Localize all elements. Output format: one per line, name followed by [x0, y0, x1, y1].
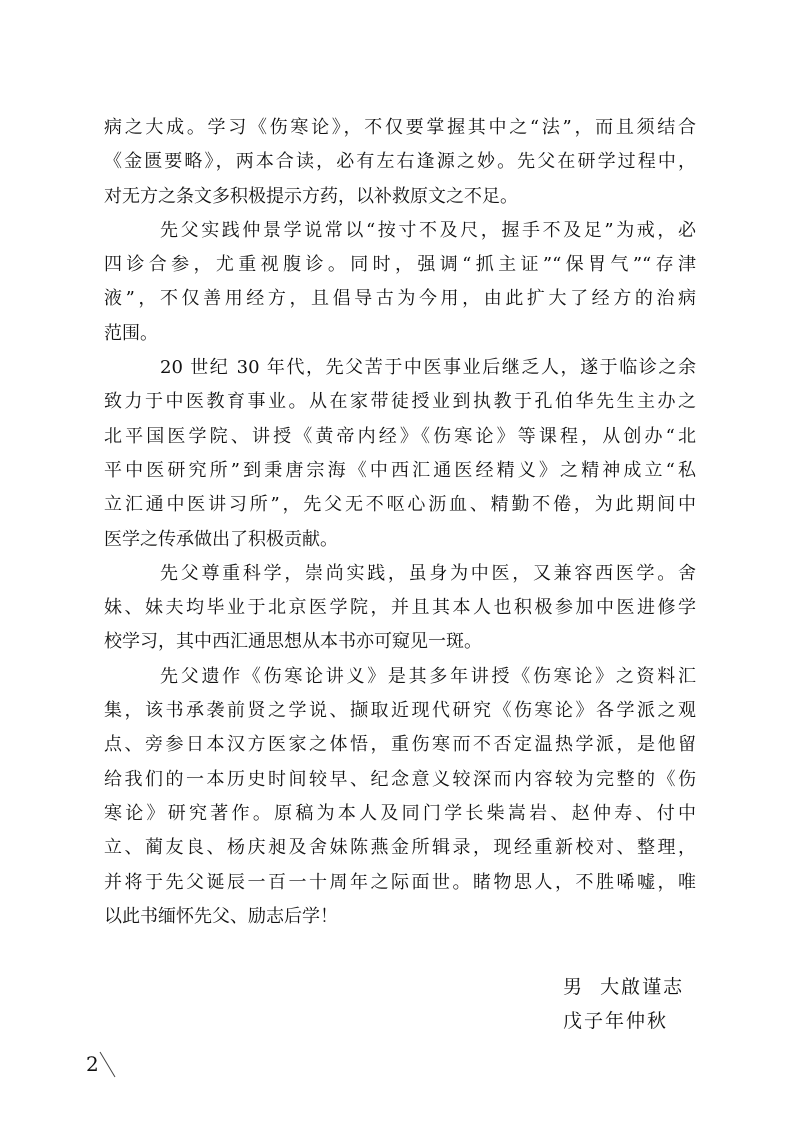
- paragraph: [104, 214, 696, 351]
- paragraph: [104, 351, 696, 557]
- page-number-divider: [98, 1050, 120, 1080]
- text-line: 并将于先父诞辰一百一十周年之际面世。睹物思人，不胜唏嘘，唯: [104, 871, 696, 893]
- text-line: 病之大成。学习《伤寒论》，不仅要掌握其中之“法”，而且须结合: [104, 117, 696, 138]
- page-number: 2: [86, 1052, 99, 1076]
- text-line: 对无方之条文多积极提示方药，以补救原文之不足。: [104, 185, 518, 207]
- paragraph: [104, 660, 696, 934]
- text-line: 先父尊重科学，崇尚实践，虽身为中医，又兼容西医学。舍: [160, 562, 696, 584]
- text-line: 《金匮要略》，两本合读，必有左右逢源之妙。先父在研学过程中，: [104, 151, 696, 173]
- signature-author: 男 大啟谨志: [563, 976, 685, 998]
- text-line: 致力于中医教育事业。从在家带徒授业到执教于孔伯华先生主办之: [104, 391, 696, 413]
- text-line: 寒论》研究著作。原稿为本人及同门学长柴嵩岩、赵仲寿、付中: [104, 802, 696, 824]
- text-line: 医学之传承做出了积极贡献。: [104, 528, 338, 550]
- paragraph: [104, 111, 696, 214]
- text-line: 校学习，其中西汇通思想从本书亦可窥见一斑。: [104, 631, 482, 653]
- paragraph: [104, 557, 696, 660]
- text-line: 液”，不仅善用经方，且倡导古为今用，由此扩大了经方的治病: [104, 288, 696, 310]
- text-line: 给我们的一本历史时间较早、纪念意义较深而内容较为完整的《伤: [104, 768, 696, 790]
- text-line: 四诊合参，尤重视腹诊。同时，强调“抓主证”“保胃气”“存津: [104, 254, 696, 276]
- text-line: 妹、妹夫均毕业于北京医学院，并且其本人也积极参加中医进修学: [104, 597, 696, 619]
- signature-date: 戊子年仲秋: [563, 1010, 669, 1032]
- text-line: 20 世纪 30 年代，先父苦于中医事业后继乏人，遂于临诊之余: [160, 357, 696, 379]
- text-line: 点、旁参日本汉方医家之体悟，重伤寒而不否定温热学派，是他留: [104, 734, 696, 756]
- text-line: 平中医研究所”到秉唐宗海《中西汇通医经精义》之精神成立“私: [104, 459, 696, 481]
- body-text: [104, 111, 696, 934]
- text-line: 集，该书承袭前贤之学说、撷取近现代研究《伤寒论》各学派之观: [104, 700, 696, 722]
- text-line: 先父实践仲景学说常以“按寸不及尺，握手不及足”为戒，必: [160, 219, 696, 241]
- text-line: 北平国医学院、讲授《黄帝内经》《伤寒论》等课程，从创办“北: [104, 425, 696, 447]
- text-line: 立、蔺友良、杨庆昶及舍妹陈燕金所辑录，现经重新校对、整理，: [104, 837, 696, 859]
- text-line: 范围。: [104, 322, 158, 344]
- text-line: 先父遗作《伤寒论讲义》是其多年讲授《伤寒论》之资料汇: [160, 665, 696, 687]
- text-line: 立汇通中医讲习所”，先父无不呕心沥血、精勤不倦，为此期间中: [104, 494, 696, 516]
- text-line: 以此书缅怀先父、励志后学！: [104, 905, 338, 927]
